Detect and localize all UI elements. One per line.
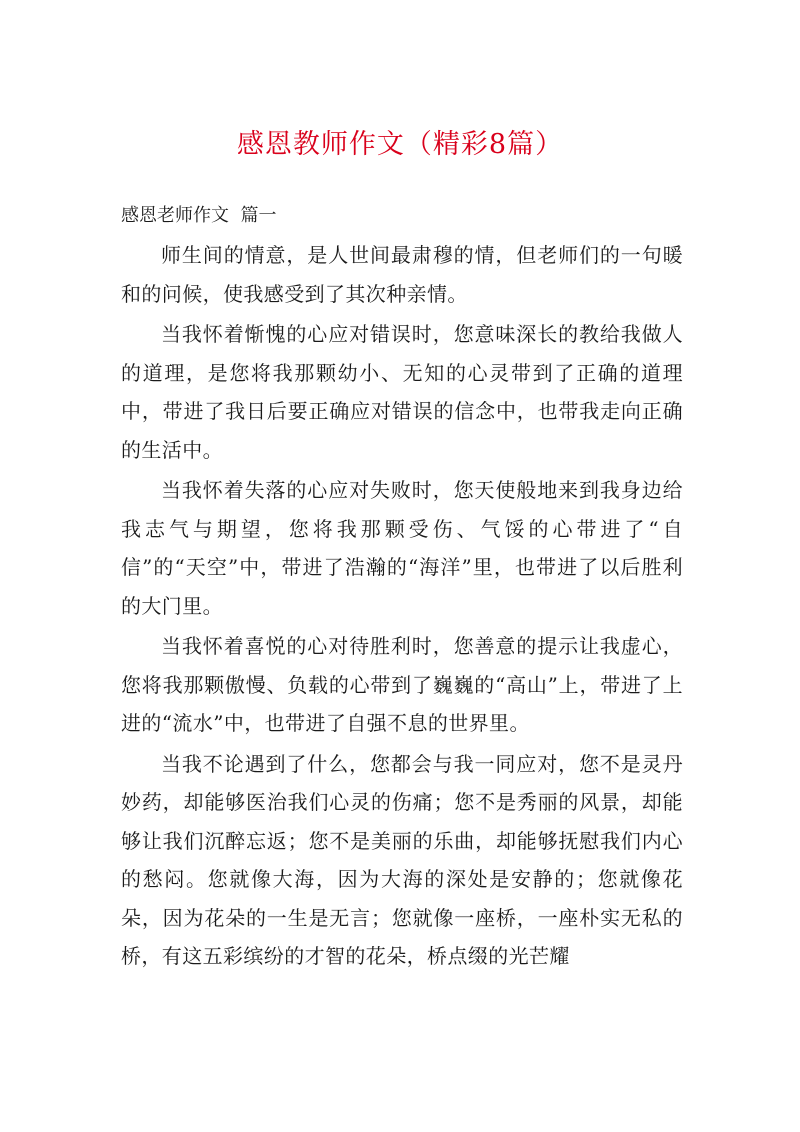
paragraph-5: 当我不论遇到了什么，您都会与我一同应对，您不是灵丹妙药，却能够医治我们心灵的伤痛；您不是秀丽的风景，却能够让我们沉醉忘返；您不是美丽的乐曲，却能够抚慰我们内心的愁闷。您就像大海，因为大海的深处是安静的；您就像花朵，因为花朵的一生是无言；您就像一座桥，一座朴实无私的桥，有这五彩缤纷的才智的花朵，桥点缀的光芒耀 [121, 751, 683, 968]
section-heading: 感恩老师作文 篇一 [121, 205, 277, 226]
document-body [121, 198, 683, 978]
paragraph-3: 当我怀着失落的心应对失败时，您天使般地来到我身边给我志气与期望，您将我那颗受伤、气馁的心带进了“自信”的“天空”中，带进了浩瀚的“海洋”里，也带进了以后胜利的大门里。 [121, 478, 683, 618]
document-title: 感恩教师作文（精彩8篇） [236, 129, 564, 160]
paragraph-4: 当我怀着喜悦的心对待胜利时，您善意的提示让我虚心，您将我那颗傲慢、负载的心带到了巍巍的“高山”上，带进了上进的“流水”中，也带进了自强不息的世界里。 [121, 634, 683, 735]
paragraph-1: 师生间的情意，是人世间最肃穆的情，但老师们的一句暖和的问候，使我感受到了其次种亲情。 [121, 243, 683, 306]
paragraph-2: 当我怀着惭愧的心应对错误时，您意味深长的教给我做人的道理，是您将我那颗幼小、无知的心灵带到了正确的道理中，带进了我日后要正确应对错误的信念中，也带我走向正确的生活中。 [121, 322, 683, 462]
